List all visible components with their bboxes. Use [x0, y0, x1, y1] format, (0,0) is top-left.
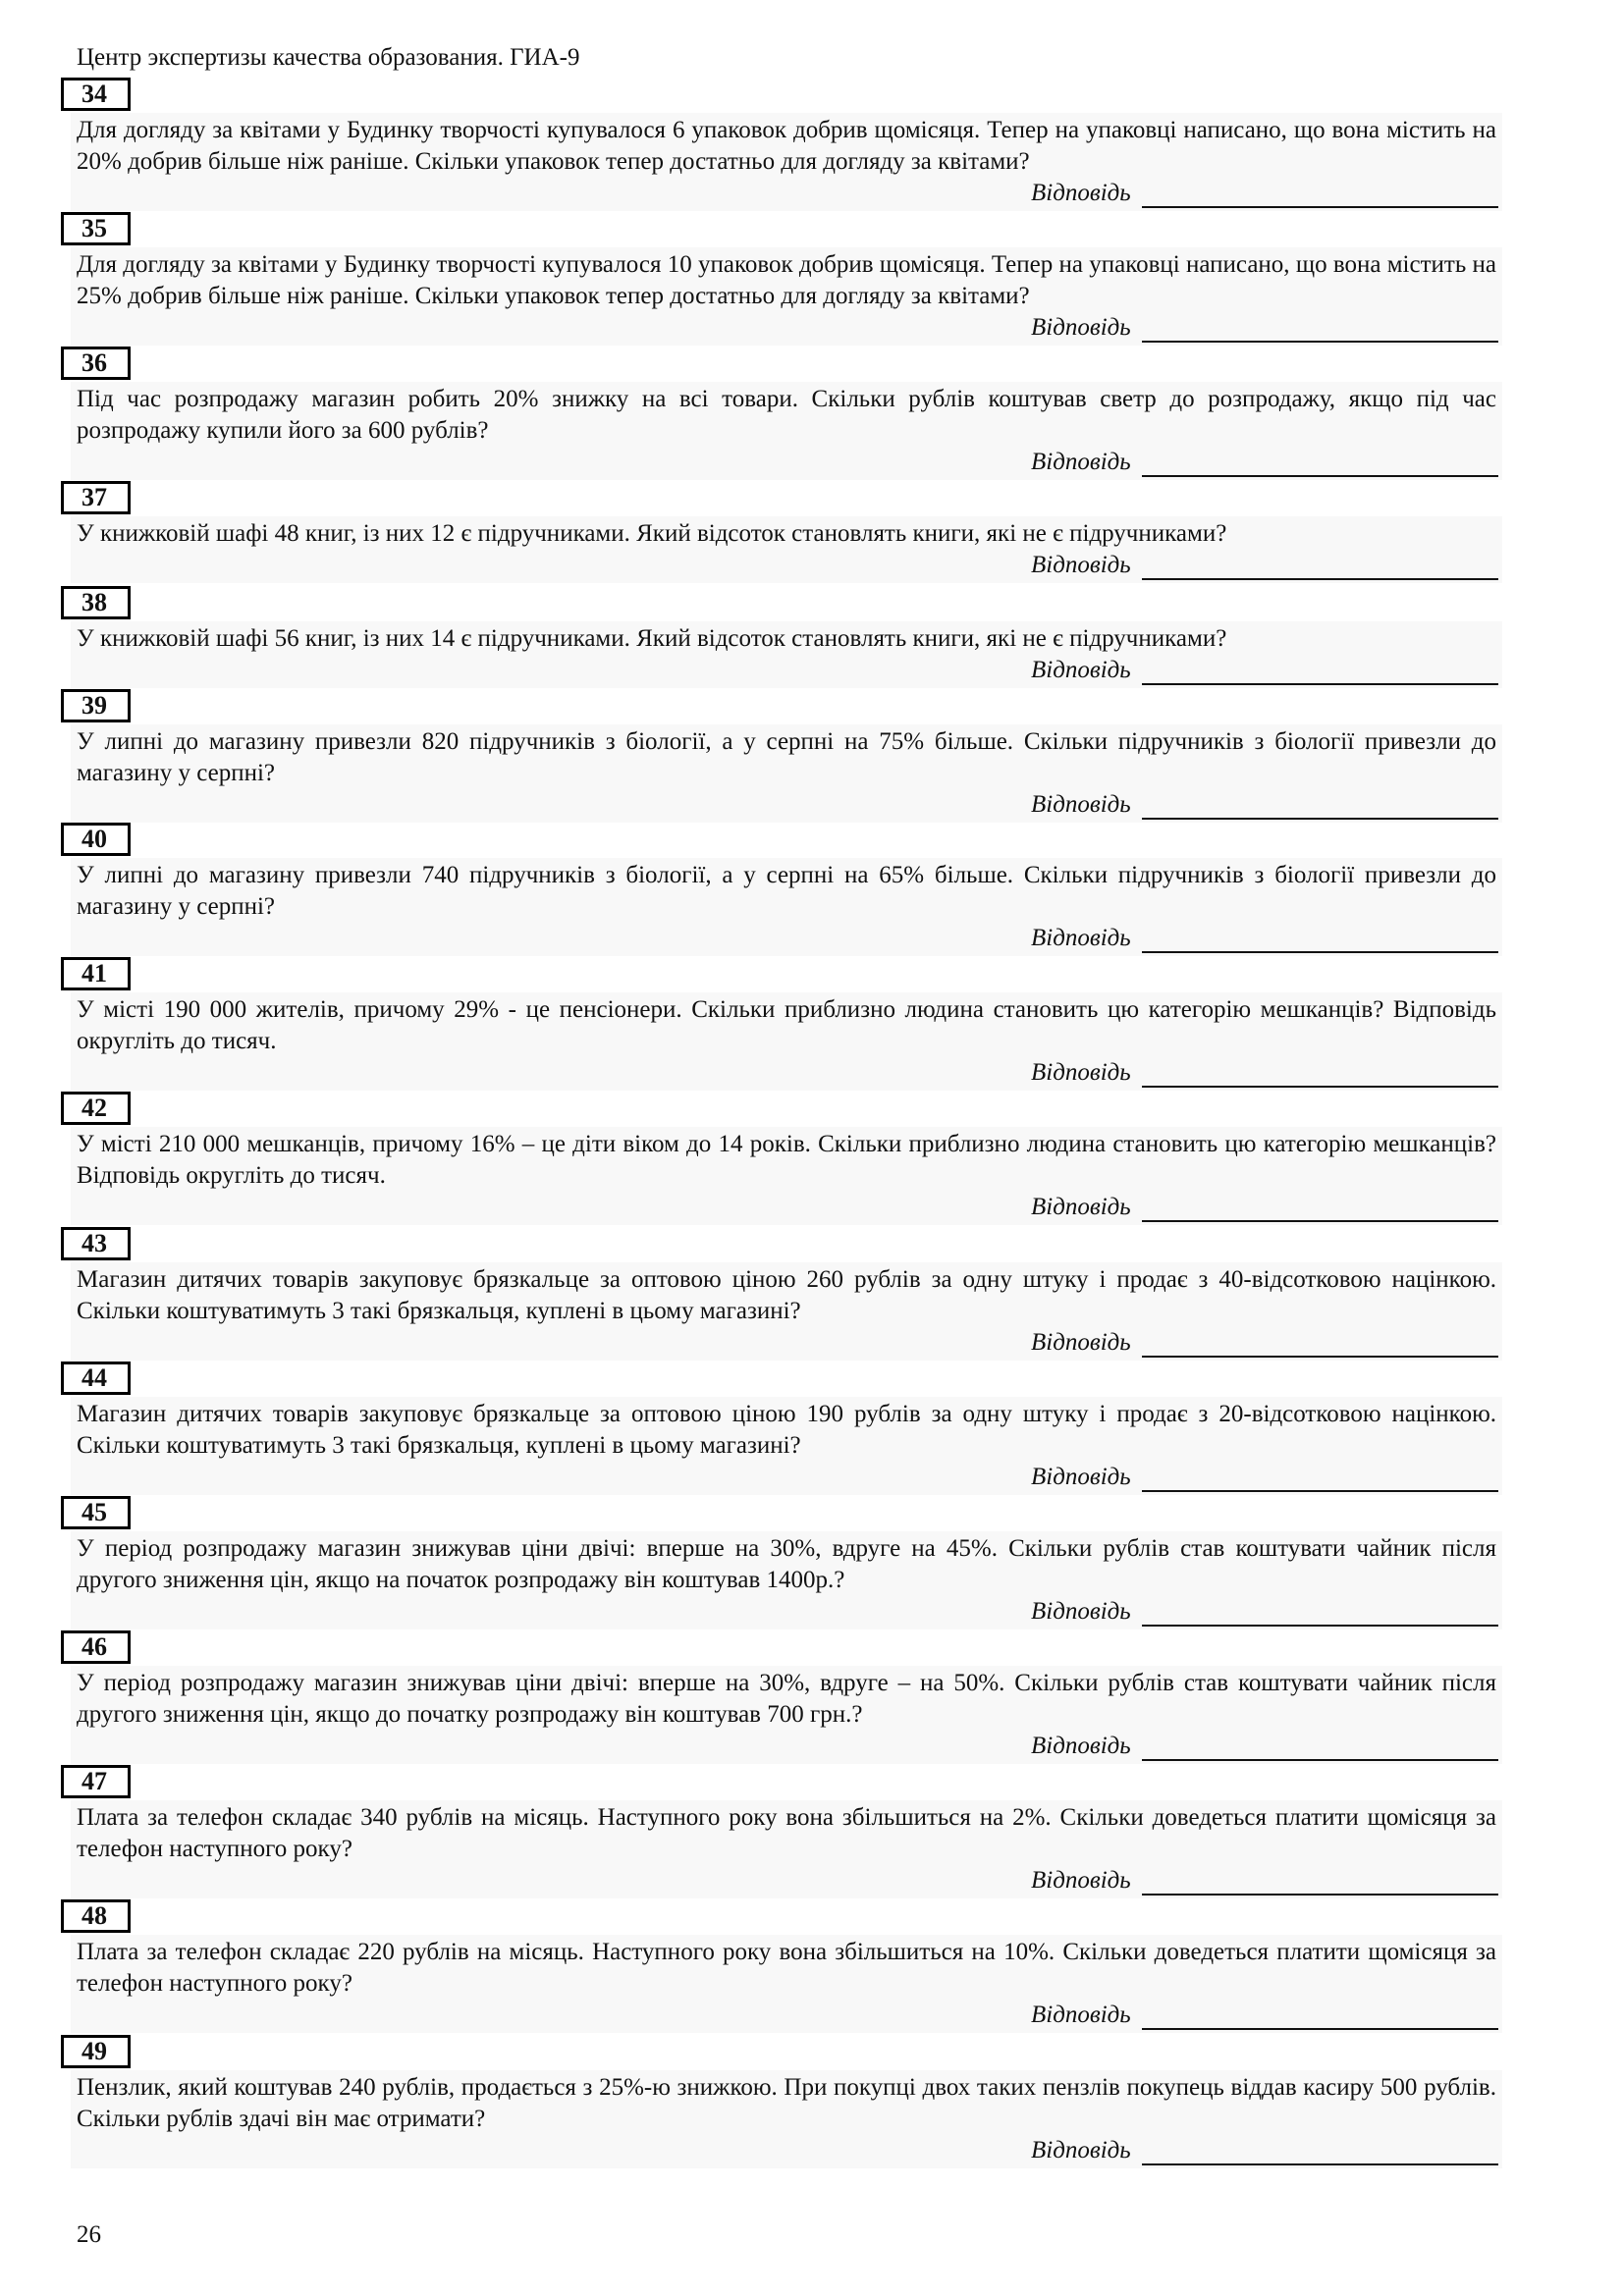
question-text: Магазин дитячих товарів закуповує брязкальце за оптовою ціною 260 рублів за одну штуку і продає з 40-відсотковою націнкою. Скільки коштуватимуть 3 такі брязкальця, куплені в цьому магазині? [77, 1266, 1496, 1324]
question-number-box [61, 1362, 131, 1395]
answer-row [71, 1596, 1502, 1629]
answer-input-line[interactable] [1142, 1625, 1498, 1627]
answer-label: Відповідь [1031, 1464, 1131, 1490]
question-body [71, 1127, 1502, 1225]
answer-label: Відповідь [1031, 925, 1131, 951]
question-text: У місті 210 000 мешканців, причому 16% – це діти віком до 14 років. Скільки приблизно людина становить цю категорію мешканців? Відповідь округліть до тисяч. [77, 1131, 1496, 1189]
question-body [71, 724, 1502, 823]
answer-label: Відповідь [1031, 657, 1131, 683]
answer-row [71, 1731, 1502, 1764]
answer-row [71, 2000, 1502, 2033]
answer-row [71, 2135, 1502, 2168]
answer-input-line[interactable] [1142, 2028, 1498, 2030]
question-text: У місті 190 000 жителів, причому 29% - це пенсіонери. Скільки приблизно людина становить цю категорію мешканців? Відповідь округліть до тисяч. [77, 996, 1496, 1054]
answer-row [71, 312, 1502, 346]
answer-label: Відповідь [1031, 1867, 1131, 1894]
question-text: Плата за телефон складає 220 рублів на місяць. Наступного року вона збільшиться на 10%. Скільки доведеться платити щомісяця за телефон наступного року? [77, 1939, 1496, 1997]
question-number: 44 [81, 1363, 107, 1392]
question-number: 36 [81, 348, 107, 377]
answer-input-line[interactable] [1142, 818, 1498, 820]
question-number: 37 [81, 483, 107, 511]
question-text: У липні до магазину привезли 740 підручників з біології, а у серпні на 65% більше. Скільки підручників з біології привезли до магазину у серпні? [77, 862, 1496, 920]
question-number: 45 [81, 1498, 107, 1526]
question-number: 49 [81, 2037, 107, 2065]
question-text: Для догляду за квітами у Будинку творчості купувалося 6 упаковок добрив щомісяця. Тепер на упаковці написано, що вона містить на 20% добрив більше ніж раніше. Скільки упаковок тепер достатньо для догляду за квітами? [77, 117, 1496, 175]
answer-row [71, 1057, 1502, 1091]
question-text: Пензлик, який коштував 240 рублів, продається з 25%-ю знижкою. При покупці двох таких пензлів покупець віддав касиру 500 рублів. Скільки рублів здачі він має отримати? [77, 2074, 1496, 2132]
question-body [71, 2070, 1502, 2168]
answer-label: Відповідь [1031, 1059, 1131, 1086]
question-number: 41 [81, 959, 107, 988]
question-body [71, 1397, 1502, 1495]
answer-row [71, 1462, 1502, 1495]
answer-label: Відповідь [1031, 552, 1131, 578]
question-number: 47 [81, 1767, 107, 1795]
question-body [71, 992, 1502, 1091]
question-number-box [61, 481, 131, 514]
question-number: 40 [81, 825, 107, 853]
question-number-box [61, 1227, 131, 1260]
question-number: 46 [81, 1632, 107, 1661]
answer-label: Відповідь [1031, 2002, 1131, 2028]
question-text: У книжковій шафі 56 книг, із них 14 є підручниками. Який відсоток становлять книги, які не є підручниками? [77, 625, 1227, 652]
answer-row [71, 1192, 1502, 1225]
answer-input-line[interactable] [1142, 1894, 1498, 1896]
page-number: 26 [77, 2221, 101, 2248]
answer-label: Відповідь [1031, 1733, 1131, 1759]
question-text: Плата за телефон складає 340 рублів на місяць. Наступного року вона збільшиться на 2%. Скільки доведеться платити щомісяця за телефон наступного року? [77, 1804, 1496, 1862]
question-body [71, 858, 1502, 956]
question-text: У липні до магазину привезли 820 підручників з біології, а у серпні на 75% більше. Скільки підручників з біології привезли до магазину у серпні? [77, 728, 1496, 786]
question-number: 34 [81, 80, 107, 108]
answer-input-line[interactable] [1142, 1759, 1498, 1761]
answer-label: Відповідь [1031, 180, 1131, 206]
answer-label: Відповідь [1031, 2137, 1131, 2163]
question-number-box [61, 78, 131, 111]
answer-label: Відповідь [1031, 791, 1131, 818]
answer-row [71, 655, 1502, 688]
question-number-box [61, 347, 131, 380]
question-number-box [61, 689, 131, 722]
answer-row [71, 789, 1502, 823]
question-body [71, 1935, 1502, 2033]
answer-input-line[interactable] [1142, 1220, 1498, 1222]
answer-label: Відповідь [1031, 1329, 1131, 1356]
question-body [71, 1800, 1502, 1898]
question-body [71, 516, 1502, 583]
question-text: У період розпродажу магазин знижував ціни двічі: вперше на 30%, вдруге – на 50%. Скільки рублів став коштувати чайник після другого зниження цін, якщо до початку розпродажу він коштував 700 грн.? [77, 1670, 1496, 1728]
question-number-box [61, 957, 131, 990]
question-number-box [61, 1092, 131, 1125]
answer-input-line[interactable] [1142, 683, 1498, 685]
question-body [71, 113, 1502, 211]
question-body [71, 621, 1502, 688]
question-number-box [61, 2035, 131, 2068]
answer-input-line[interactable] [1142, 2163, 1498, 2165]
question-number-box [61, 586, 131, 619]
answer-row [71, 923, 1502, 956]
question-number-box [61, 212, 131, 245]
question-text: Під час розпродажу магазин робить 20% знижку на всі товари. Скільки рублів коштував светр до розпродажу, якщо під час розпродажу купили його за 600 рублів? [77, 386, 1496, 444]
question-number: 39 [81, 691, 107, 720]
question-number-box [61, 823, 131, 856]
question-body [71, 247, 1502, 346]
question-body [71, 1262, 1502, 1361]
question-number-box [61, 1765, 131, 1798]
question-number: 38 [81, 588, 107, 616]
question-number-box [61, 1496, 131, 1529]
question-body [71, 1531, 1502, 1629]
answer-input-line[interactable] [1142, 206, 1498, 208]
question-text: Для догляду за квітами у Будинку творчості купувалося 10 упаковок добрив щомісяця. Тепер на упаковці написано, що вона містить на 25% добрив більше ніж раніше. Скільки упаковок тепер достатньо для догляду за квітами? [77, 251, 1496, 309]
answer-row [71, 1327, 1502, 1361]
question-number: 35 [81, 214, 107, 242]
question-body [71, 382, 1502, 480]
question-text: Магазин дитячих товарів закуповує брязкальце за оптовою ціною 190 рублів за одну штуку і продає з 20-відсотковою націнкою. Скільки коштуватимуть 3 такі брязкальця, куплені в цьому магазині? [77, 1401, 1496, 1459]
page-header: Центр экспертизы качества образования. ГИА-9 [77, 44, 580, 71]
answer-row [71, 550, 1502, 583]
question-text: У період розпродажу магазин знижував ціни двічі: вперше на 30%, вдруге на 45%. Скільки рублів став коштувати чайник після другого зниження цін, якщо на початок розпродажу він коштував 1400р.? [77, 1535, 1496, 1593]
question-number-box [61, 1630, 131, 1664]
answer-input-line[interactable] [1142, 1356, 1498, 1358]
answer-input-line[interactable] [1142, 1086, 1498, 1088]
question-text: У книжковій шафі 48 книг, із них 12 є підручниками. Який відсоток становлять книги, які не є підручниками? [77, 520, 1227, 547]
answer-label: Відповідь [1031, 1598, 1131, 1625]
answer-input-line[interactable] [1142, 341, 1498, 343]
question-number: 42 [81, 1094, 107, 1122]
question-body [71, 1666, 1502, 1764]
question-number: 48 [81, 1901, 107, 1930]
answer-input-line[interactable] [1142, 1490, 1498, 1492]
question-number: 43 [81, 1229, 107, 1257]
answer-input-line[interactable] [1142, 475, 1498, 477]
answer-label: Відповідь [1031, 449, 1131, 475]
question-number-box [61, 1899, 131, 1933]
answer-input-line[interactable] [1142, 951, 1498, 953]
answer-label: Відповідь [1031, 1194, 1131, 1220]
answer-row [71, 1865, 1502, 1898]
answer-row [71, 447, 1502, 480]
answer-label: Відповідь [1031, 314, 1131, 341]
answer-input-line[interactable] [1142, 578, 1498, 580]
answer-row [71, 178, 1502, 211]
